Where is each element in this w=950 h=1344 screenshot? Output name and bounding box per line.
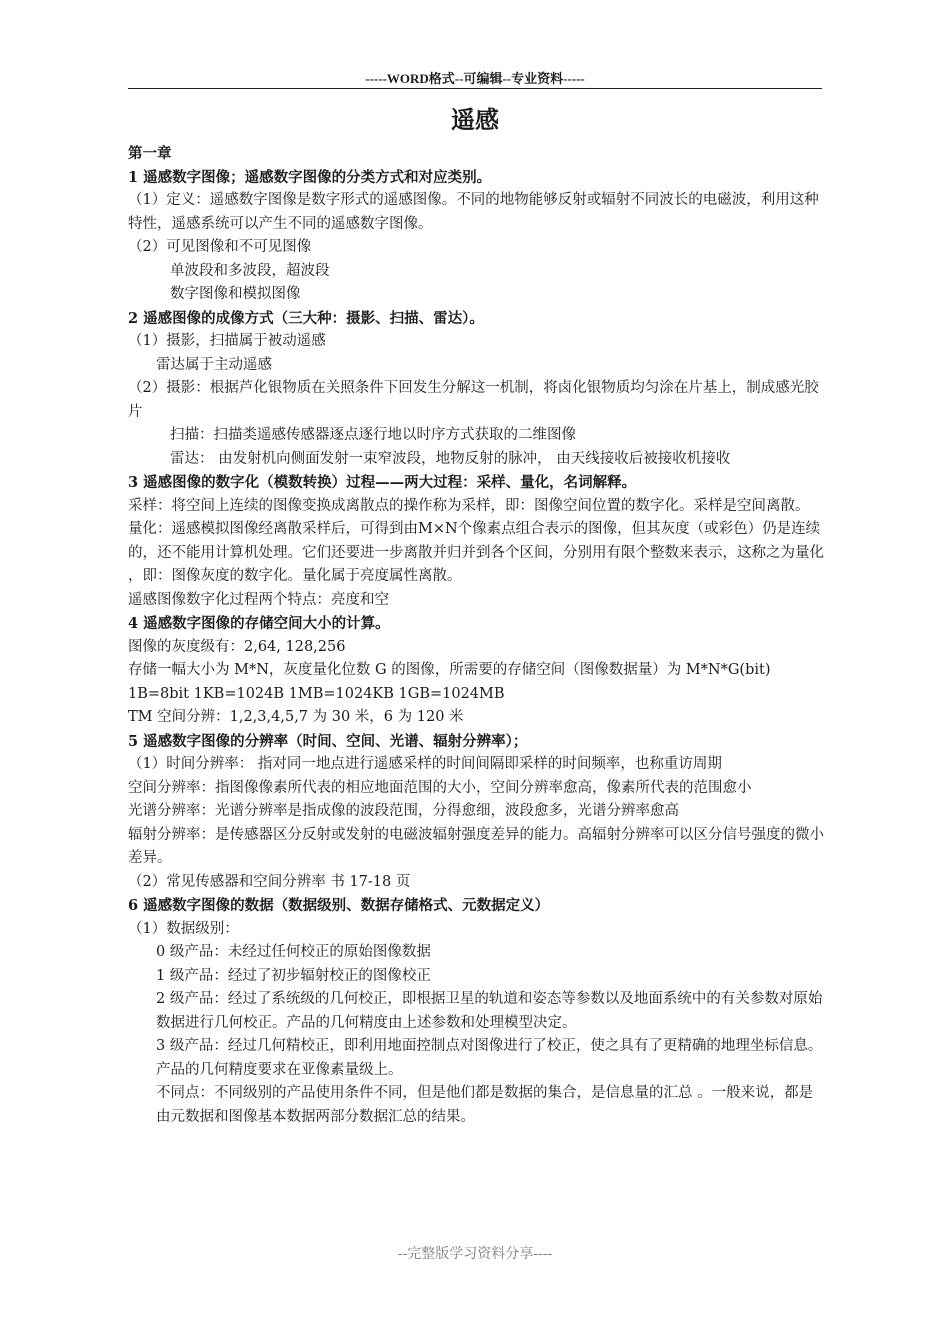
paragraph: 量化：遥感模拟图像经离散采样后，可得到由M×N个像素点组合表示的图像，但其灰度（或彩色）仍是连续的，还不能用计算机处理。它们还要进一步离散并归并到各个区间，分别用有限个整数来表示，这称之为量化 ，即：图像灰度的数字化。量化属于亮度属性离散。 (128, 521, 824, 584)
paragraph: 1B=8bit 1KB=1024B 1MB=1024KB 1GB=1024MB (128, 685, 505, 702)
paragraph: 1 级产品：经过了初步辐射校正的图像校正 (156, 967, 431, 984)
paragraph: 雷达： 由发射机向侧面发射一束窄波段，地物反射的脉冲， 由天线接收后被接收机接收 (170, 450, 731, 467)
paragraph: 不同点：不同级别的产品使用条件不同，但是他们都是数据的集合，是信息量的汇总 。一般来说，都是由元数据和图像基本数据两部分数据汇总的结果。 (156, 1085, 814, 1125)
section-heading: 3 遥感图像的数字化（模数转换）过程——两大过程：采样、量化，名词解释。 (128, 474, 637, 491)
paragraph: 采样：将空间上连续的图像变换成离散点的操作称为采样，即：图像空间位置的数字化。采样是空间离散。 (128, 497, 810, 514)
paragraph: 雷达属于主动遥感 (156, 356, 272, 373)
paragraph: （1）时间分辨率： 指对同一地点进行遥感采样的时间间隔即采样的时间频率，也称重访周期 (128, 756, 722, 772)
paragraph: 图像的灰度级有：2,64, 128,256 (128, 638, 346, 655)
paragraph: 3 级产品：经过几何精校正，即利用地面控制点对图像进行了校正，使之具有了更精确的地理坐标信息。产品的几何精度要求在亚像素量级上。 (156, 1038, 823, 1078)
page-footer: --完整版学习资料分享---- (397, 1246, 553, 1262)
paragraph: （2）可见图像和不可见图像 (128, 239, 312, 255)
paragraph: 辐射分辨率：是传感器区分反射或发射的电磁波辐射强度差异的能力。高辐射分辨率可以区分信号强度的微小差异。 (128, 826, 824, 866)
paragraph: TM 空间分辨：1,2,3,4,5,7 为 30 米，6 为 120 米 (128, 709, 464, 725)
paragraph: 空间分辨率：指图像像素所代表的相应地面范围的大小，空间分辨率愈高，像素所代表的范围愈小 (128, 779, 752, 796)
header-divider (128, 88, 822, 89)
paragraph: 光谱分辨率：光谱分辨率是指成像的波段范围，分得愈细，波段愈多，光谱分辨率愈高 (128, 803, 679, 819)
page-header: -----WORD格式--可编辑--专业资料----- (365, 71, 585, 86)
paragraph: 0 级产品：未经过任何校正的原始图像数据 (156, 944, 431, 960)
paragraph: 遥感图像数字化过程两个特点：亮度和空 (128, 591, 389, 608)
paragraph: （1）定义：遥感数字图像是数字形式的遥感图像。不同的地物能够反射或辐射不同波长的电磁波，利用这种特性，遥感系统可以产生不同的遥感数字图像。 (128, 192, 819, 232)
paragraph: （1）摄影，扫描属于被动遥感 (128, 333, 326, 349)
paragraph: 2 级产品：经过了系统级的几何校正，即根据卫星的轨道和姿态等参数以及地面系统中的有关参数对原始数据进行几何校正。产品的几何精度由上述参数和处理模型决定。 (156, 991, 823, 1031)
section-heading: 1 遥感数字图像；遥感数字图像的分类方式和对应类别。 (128, 168, 492, 186)
paragraph: 扫描：扫描类遥感传感器逐点逐行地以时序方式获取的二维图像 (170, 427, 576, 443)
paragraph: 单波段和多波段，超波段 (170, 262, 330, 279)
section-heading: 2 遥感图像的成像方式（三大种：摄影、扫描、雷达）。 (128, 309, 484, 327)
section-heading: 5 遥感数字图像的分辨率（时间、空间、光谱、辐射分辨率）； (128, 732, 528, 750)
paragraph: （1）数据级别： (128, 920, 239, 937)
section-heading: 4 遥感数字图像的存储空间大小的计算。 (128, 615, 390, 632)
paragraph: （2）常见传感器和空间分辨率 书 17-18 页 (128, 873, 411, 890)
chapter-heading: 第一章 (128, 145, 172, 162)
paragraph: 数字图像和模拟图像 (170, 286, 301, 302)
paragraph-list (128, 166, 824, 1130)
document-title: 遥感 (451, 105, 499, 134)
document-body (128, 142, 824, 1129)
paragraph: （2）摄影：根据芦化银物质在关照条件下回发生分解这一机制，将卤化银物质均匀涂在片基上，制成感光胶片 (128, 380, 819, 420)
paragraph: 存储一幅大小为 M*N，灰度量化位数 G 的图像，所需要的存储空间（图像数据量）为 M*N*G(bit) (128, 662, 771, 678)
section-heading: 6 遥感数字图像的数据（数据级别、数据存储格式、元数据定义） (128, 897, 550, 914)
